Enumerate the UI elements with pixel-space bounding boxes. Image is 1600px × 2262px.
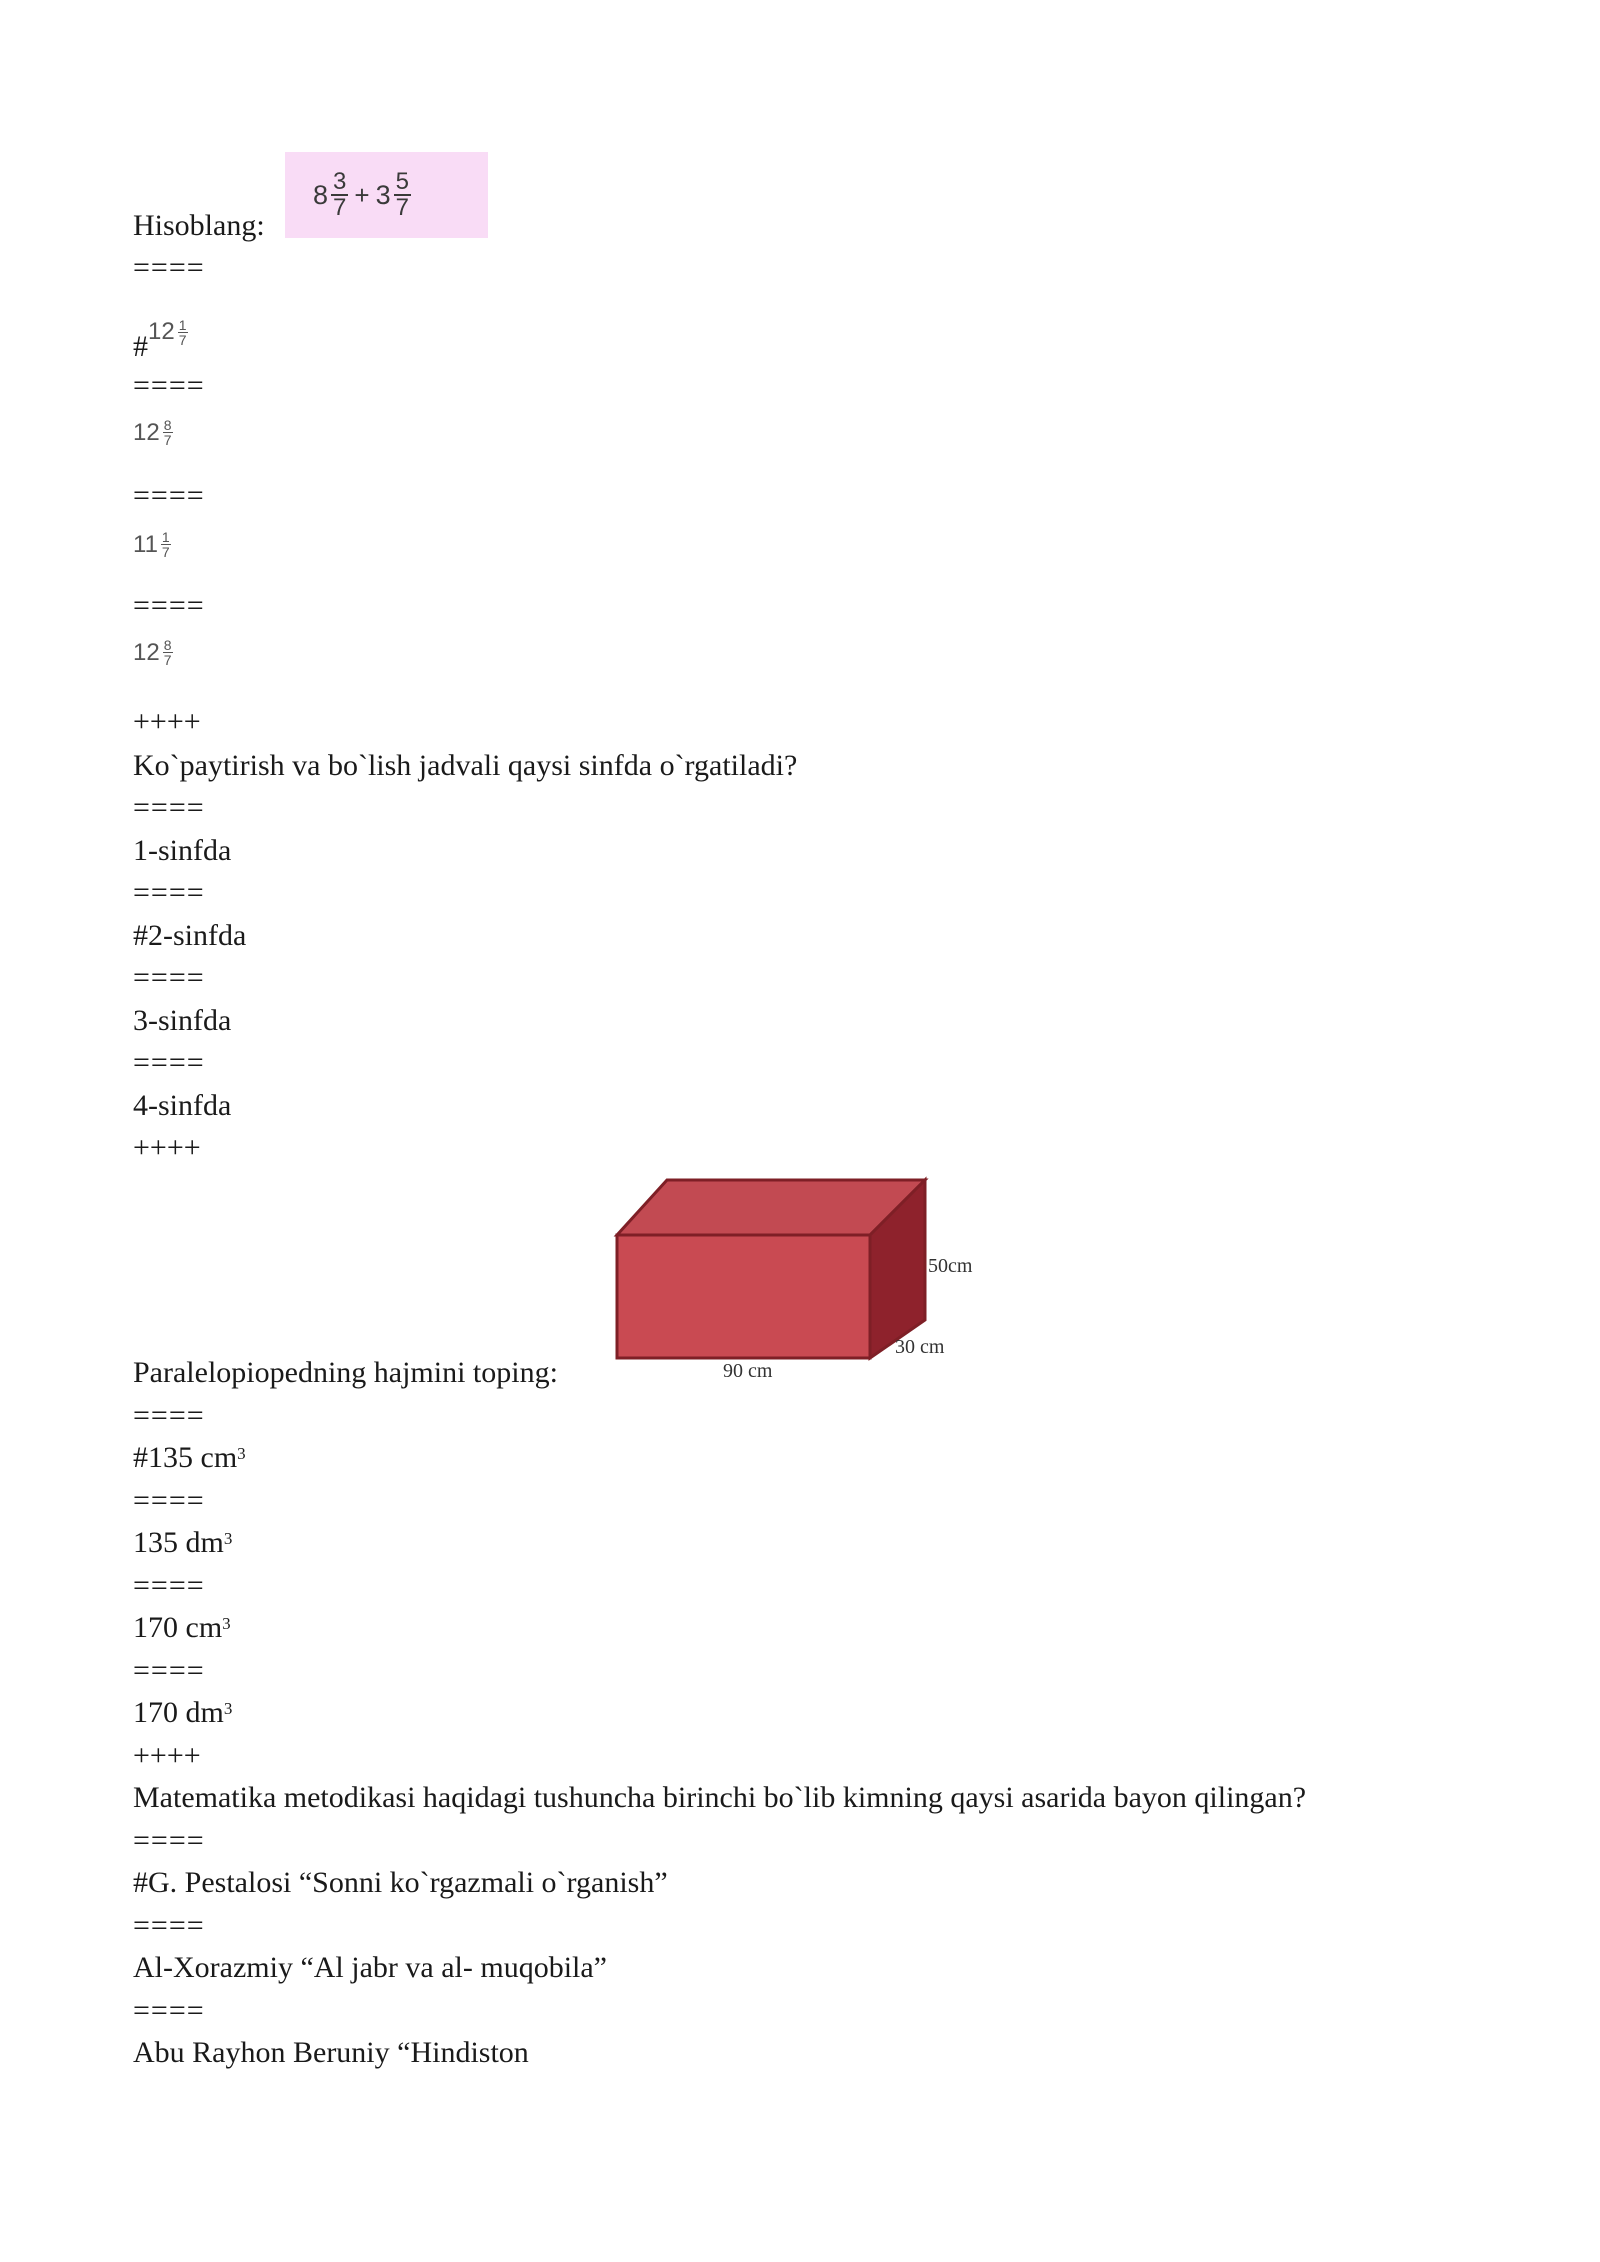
answer-text: 135 dm — [133, 1526, 224, 1559]
q1-answer-3 — [133, 530, 171, 559]
answer-num: 8 — [163, 417, 172, 433]
answer-fraction — [163, 418, 173, 447]
answer-text: #135 cm — [133, 1441, 238, 1474]
answer-exponent: 3 — [223, 1699, 233, 1718]
height-label: 50cm — [928, 1255, 973, 1277]
answer-num: 1 — [161, 529, 170, 545]
answer-fraction — [161, 530, 171, 559]
q1-formula-image — [285, 152, 488, 238]
formula-den-b: 7 — [395, 194, 409, 221]
separator: ==== — [133, 251, 205, 284]
separator: ==== — [133, 1484, 205, 1517]
separator: ==== — [133, 876, 205, 909]
q3-answer-1 — [133, 1440, 246, 1476]
separator: ==== — [133, 1569, 205, 1602]
formula-fraction-a — [331, 170, 348, 220]
q2-answer-4: 4-sinfda — [133, 1089, 232, 1122]
answer-den: 7 — [163, 432, 172, 448]
separator: ==== — [133, 961, 205, 994]
q4-answer-3: Abu Rayhon Beruniy “Hindiston — [133, 2036, 529, 2069]
answer-den: 7 — [161, 544, 170, 560]
answer-num: 8 — [163, 637, 172, 653]
q2-answer-3: 3-sinfda — [133, 1004, 232, 1037]
q1-answer-4 — [133, 638, 173, 667]
separator: ==== — [133, 1399, 205, 1432]
separator: ==== — [133, 369, 205, 402]
width-label: 90 cm — [723, 1360, 773, 1382]
separator: ==== — [133, 1046, 205, 1079]
q3-prompt: Paralelopiopedning hajmini toping: — [133, 1356, 558, 1389]
answer-den: 7 — [178, 331, 187, 348]
answer-text: 170 cm — [133, 1611, 223, 1644]
q3-answer-4 — [133, 1695, 232, 1731]
depth-label: 30 cm — [895, 1336, 945, 1358]
answer-num: 1 — [178, 316, 187, 333]
formula-whole-b: 3 — [375, 179, 391, 210]
q4-answer-2: Al-Xorazmiy “Al jabr va al- muqobila” — [133, 1951, 607, 1984]
q3-answer-3 — [133, 1610, 231, 1646]
question-end-marker: ++++ — [133, 705, 201, 738]
question-end-marker: ++++ — [133, 1131, 201, 1164]
separator: ==== — [133, 1994, 205, 2027]
formula-fraction-b — [394, 170, 411, 220]
answer-whole: 12 — [133, 638, 160, 666]
formula-operator: + — [354, 179, 370, 210]
answer-whole: 12 — [133, 418, 160, 446]
answer-fraction — [178, 318, 188, 347]
formula-num-a: 3 — [333, 168, 347, 195]
separator: ==== — [133, 1824, 205, 1857]
q2-prompt: Ko`paytirish va bo`lish jadvali qaysi sinfda o`rgatiladi? — [133, 749, 798, 782]
cuboid-front-face — [617, 1235, 870, 1358]
answer-fraction — [163, 638, 173, 667]
answer-den: 7 — [163, 652, 172, 668]
separator: ==== — [133, 479, 205, 512]
q1-prompt: Hisoblang: — [133, 209, 265, 242]
q4-answer-1: #G. Pestalosi “Sonni ko`rgazmali o`rganish” — [133, 1866, 668, 1899]
answer-text: 170 dm — [133, 1696, 224, 1729]
q1-answer-1 — [133, 300, 188, 364]
q2-answer-2: #2-sinfda — [133, 919, 247, 952]
formula-den-a: 7 — [333, 194, 347, 221]
q1-answer-2 — [133, 418, 173, 447]
answer-exponent: 3 — [222, 1614, 231, 1633]
cuboid-figure — [600, 1165, 1000, 1395]
q2-answer-1: 1-sinfda — [133, 834, 232, 867]
answer-whole: 11 — [133, 530, 158, 558]
correct-mark: # — [133, 330, 148, 363]
answer-exponent: 3 — [237, 1444, 246, 1463]
q3-answer-2 — [133, 1525, 232, 1561]
separator: ==== — [133, 589, 205, 622]
separator: ==== — [133, 1654, 205, 1687]
answer-exponent: 3 — [223, 1529, 233, 1548]
formula-num-b: 5 — [395, 168, 409, 195]
separator: ==== — [133, 791, 205, 824]
q4-prompt: Matematika metodikasi haqidagi tushuncha birinchi bo`lib kimning qaysi asarida bayon qilingan? — [133, 1781, 1307, 1814]
question-end-marker: ++++ — [133, 1739, 201, 1772]
formula-whole-a: 8 — [313, 179, 329, 210]
separator: ==== — [133, 1909, 205, 1942]
answer-whole: 12 — [148, 318, 175, 345]
